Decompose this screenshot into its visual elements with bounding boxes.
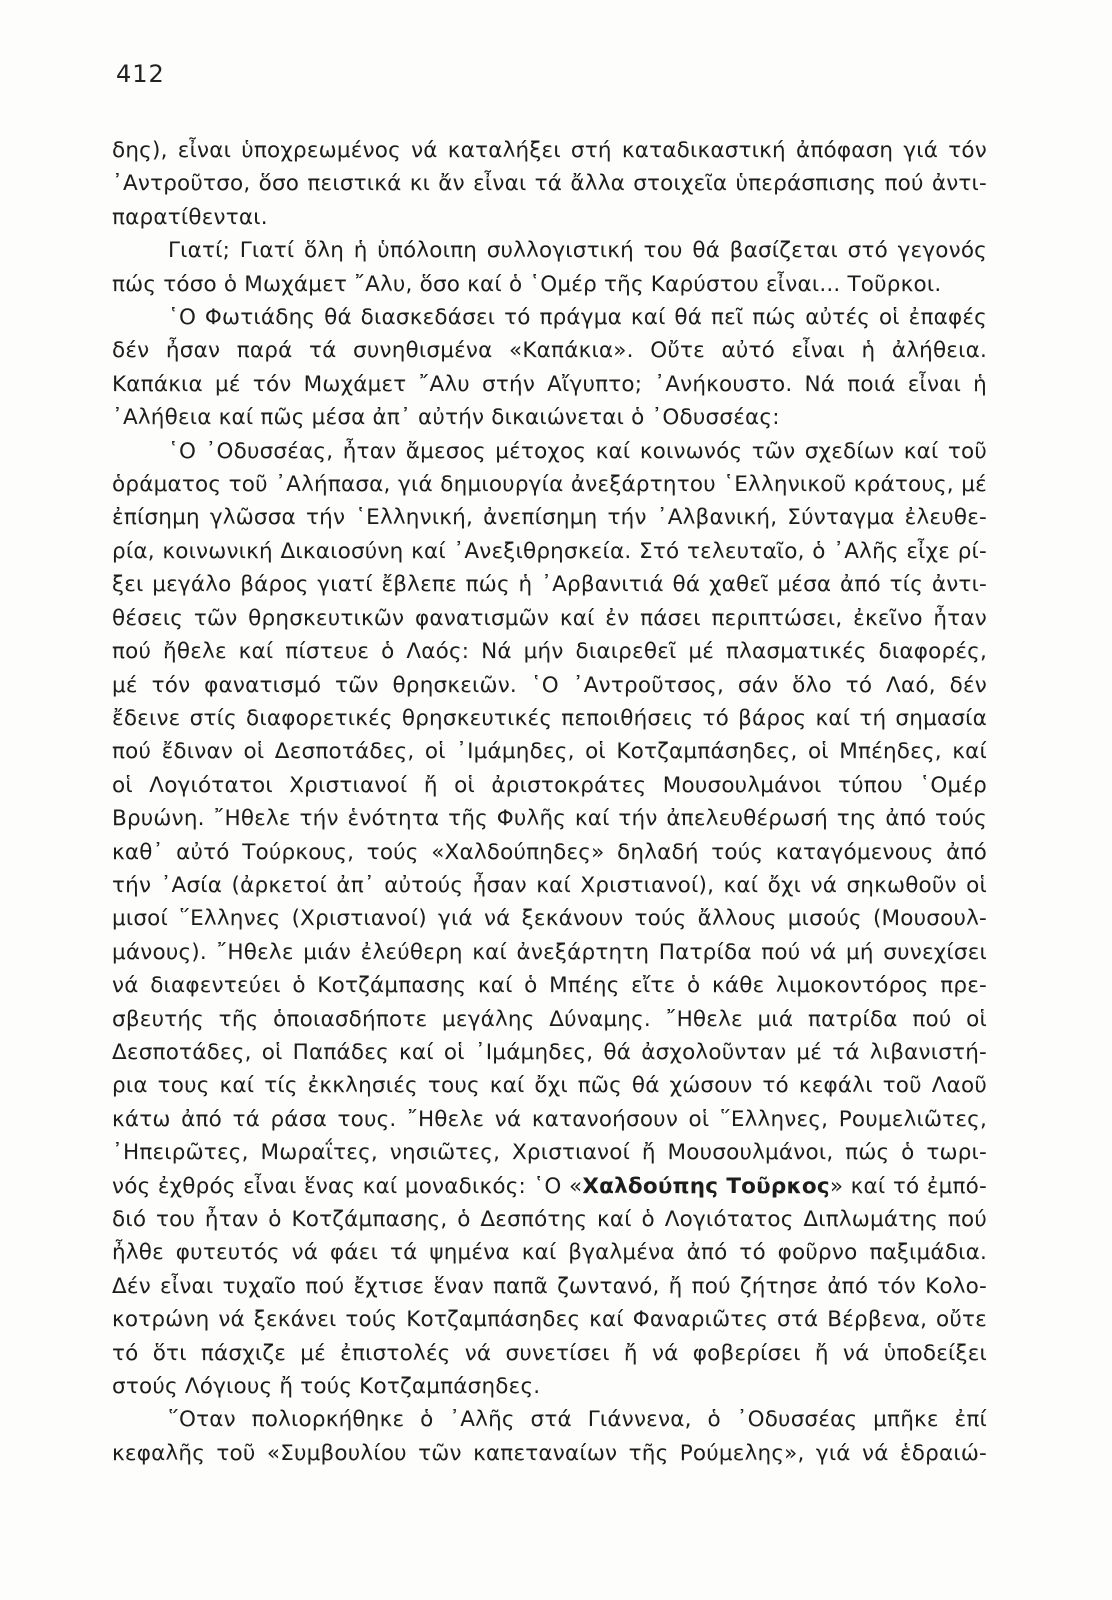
text-line: νά διαφεντεύει ὁ Κοτζάμπασης καί ὁ Μπέης εἴτε ὁ κάθε λιμοκοντόρος πρε- — [112, 973, 987, 999]
text-line: Δεσποτάδες, οἱ Παπάδες καί οἱ ᾿Ιμάμηδες, θά ἀσχολοῦνταν μέ τά λιβανιστή- — [112, 1039, 987, 1065]
paragraph — [112, 1403, 987, 1470]
text-line: πώς τόσο ὁ Μωχάμετ ῎Αλυ, ὅσο καί ὁ ῾Ομέρ τῆς Καρύστου εἶναι... Τοῦρκοι. — [112, 271, 942, 297]
text-line: καθ᾿ αὐτό Τούρκους, τούς «Χαλδούπηδες» δηλαδή τούς καταγόμενους ἀπό — [112, 839, 987, 865]
text-line: Γιατί; Γιατί ὅλη ἡ ὑπόλοιπη συλλογιστική του θά βασίζεται στό γεγονός — [168, 238, 987, 264]
text-line: ᾿Αντροῦτσο, ὅσο πειστικά κι ἄν εἶναι τά ἄλλα στοιχεῖα ὑπεράσπισης πού ἀντι- — [112, 171, 987, 197]
page-number: 412 — [116, 60, 165, 88]
text-line: ῾Ο Φωτιάδης θά διασκεδάσει τό πράγμα καί θά πεῖ πώς αὐτές οἱ ἐπαφές — [168, 305, 987, 331]
text-line: κάτω ἀπό τά ράσα τους. ῎Ηθελε νά κατανοήσουν οἱ ῞Ελληνες, Ρουμελιῶτες, — [112, 1106, 987, 1132]
text-line: διό του ἦταν ὁ Κοτζάμπασης, ὁ Δεσπότης καί ὁ Λογιότατος Διπλωμάτης πού — [112, 1207, 987, 1232]
paragraph — [112, 234, 987, 301]
text-line: Δέν εἶναι τυχαῖο πού ἔχτισε ἕναν παπᾶ ζωντανό, ἤ πού ζήτησε ἀπό τόν Κολο- — [112, 1273, 987, 1299]
text-segment: » καί τό ἐμπό- — [829, 1173, 987, 1199]
text-line: παρατίθενται. — [112, 204, 268, 230]
text-line: δης), εἶναι ὑποχρεωμένος νά καταλήξει στή καταδικαστική ἀπόφαση γιά τόν — [112, 138, 987, 163]
text-line: ξει μεγάλο βάρος γιατί ἔβλεπε πώς ἡ ᾿Αρβανιτιά θά χαθεῖ μέσα ἀπό τίς ἀντι- — [112, 572, 987, 598]
text-line: ᾿Αλήθεια καί πῶς μέσα ἀπ᾿ αὐτήν δικαιώνεται ὁ ᾿Οδυσσέας: — [112, 405, 780, 431]
paragraph — [112, 134, 987, 234]
text-line: κεφαλῆς τοῦ «Συμβουλίου τῶν καπεταναίων τῆς Ρούμελης», γιά νά ἑδραιώ- — [112, 1440, 987, 1466]
text-line: πού ἔδιναν οἱ Δεσποτάδες, οἱ ᾿Ιμάμηδες, οἱ Κοτζαμπάσηδες, οἱ Μπέηδες, καί — [112, 739, 987, 765]
text-line: ῾Ο ᾿Οδυσσέας, ἦταν ἄμεσος μέτοχος καί κοινωνός τῶν σχεδίων καί τοῦ — [168, 438, 987, 464]
text-line: τό ὅτι πάσχιζε μέ ἐπιστολές νά συνετίσει ἤ νά φοβερίσει ἤ νά ὑποδείξει — [112, 1340, 987, 1366]
text-line — [112, 1170, 987, 1203]
text-line: κοτρώνη νά ξεκάνει τούς Κοτζαμπάσηδες καί Φαναριῶτες στά Βέρβενα, οὔτε — [112, 1307, 987, 1333]
bold-phrase: Χαλδούπης Τοῦρκος — [582, 1173, 830, 1199]
paragraph — [112, 301, 987, 435]
body-text — [112, 134, 987, 1470]
text-line: ἦλθε φυτευτός νά φάει τά ψημένα καί βγαλμένα ἀπό τό φοῦρνο παξιμάδια. — [112, 1240, 987, 1266]
text-segment: νός ἐχθρός εἶναι ἕνας καί μοναδικός: ῾Ο « — [112, 1173, 583, 1199]
text-line: θέσεις τῶν θρησκευτικῶν φανατισμῶν καί ἐν πάσει περιπτώσει, ἐκεῖνο ἦταν — [112, 605, 987, 631]
text-line: μέ τόν φανατισμό τῶν θρησκειῶν. ῾Ο ᾿Αντροῦτσος, σάν ὅλο τό Λαό, δέν — [112, 672, 987, 698]
text-line: μισοί ῞Ελληνες (Χριστιανοί) γιά νά ξεκάνουν τούς ἄλλους μισούς (Μουσουλ- — [112, 906, 987, 932]
text-line: ρια τους καί τίς ἐκκλησιές τους καί ὄχι πῶς θά χώσουν τό κεφάλι τοῦ Λαοῦ — [112, 1073, 987, 1099]
text-line: σβευτής τῆς ὁποιασδήποτε μεγάλης Δύναμης. ῎Ηθελε μιά πατρίδα πού οἱ — [112, 1006, 987, 1032]
text-line: ῞Οταν πολιορκήθηκε ὁ ᾿Αλῆς στά Γιάννενα, ὁ ᾿Οδυσσέας μπῆκε ἐπί — [168, 1407, 987, 1433]
text-line: στούς Λόγιους ἤ τούς Κοτζαμπάσηδες. — [112, 1374, 541, 1400]
text-line: τήν ᾿Ασία (ἀρκετοί ἀπ᾿ αὐτούς ἦσαν καί Χριστιανοί), καί ὄχι νά σηκωθοῦν οἱ — [112, 872, 987, 898]
text-line: ἐπίσημη γλῶσσα τήν ῾Ελληνική, ἀνεπίσημη τήν ᾿Αλβανική, Σύνταγμα ἐλευθε- — [112, 505, 987, 531]
text-line: δέν ἦσαν παρά τά συνηθισμένα «Καπάκια». Οὔτε αὐτό εἶναι ἡ ἀλήθεια. — [112, 338, 987, 364]
text-line: ᾿Ηπειρῶτες, Μωραΐτες, νησιῶτες, Χριστιανοί ἤ Μουσουλμάνοι, πώς ὁ τωρι- — [112, 1140, 987, 1166]
text-line: πού ἤθελε καί πίστευε ὁ Λαός: Νά μήν διαιρεθεῖ μέ πλασματικές διαφορές, — [112, 639, 987, 665]
text-line: οἱ Λογιότατοι Χριστιανοί ἤ οἱ ἀριστοκράτες Μουσουλμάνοι τύπου ῾Ομέρ — [112, 772, 987, 798]
text-line: ρία, κοινωνική Δικαιοσύνη καί ᾿Ανεξιθρησκεία. Στό τελευταῖο, ὁ ᾿Αλῆς εἶχε ρί- — [112, 538, 987, 564]
text-line: ἔδεινε στίς διαφορετικές θρησκευτικές πεποιθήσεις τό βάρος καί τή σημασία — [112, 705, 987, 731]
text-line: Βρυώνη. ῎Ηθελε τήν ἑνότητα τῆς Φυλῆς καί τήν ἀπελευθέρωσή της ἀπό τούς — [112, 806, 987, 832]
text-line: μάνους). ῎Ηθελε μιάν ἐλεύθερη καί ἀνεξάρτητη Πατρίδα πού νά μή συνεχίσει — [112, 939, 987, 965]
text-line: Καπάκια μέ τόν Μωχάμετ ῎Αλυ στήν Αἴγυπτο; ᾿Ανήκουστο. Νά ποιά εἶναι ἡ — [112, 371, 987, 397]
text-line: ὁράματος τοῦ ᾿Αλήπασα, γιά δημιουργία ἀνεξάρτητου ῾Ελληνικοῦ κράτους, μέ — [112, 472, 987, 498]
paragraph — [112, 435, 987, 1404]
